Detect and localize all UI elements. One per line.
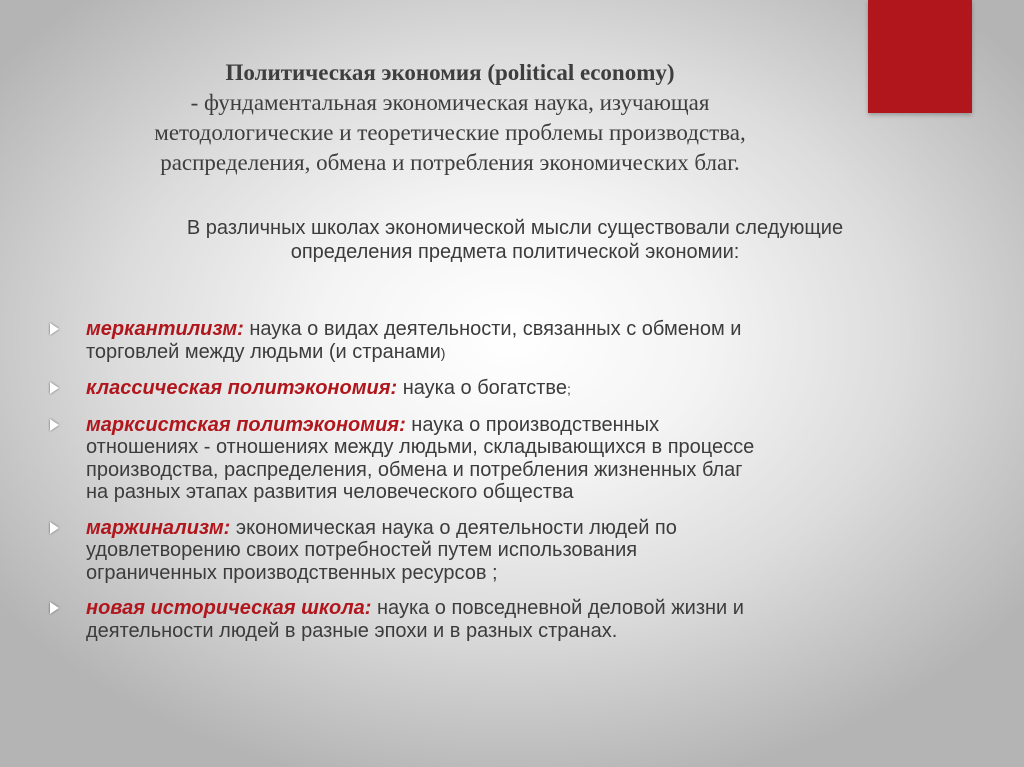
triangle-bullet-icon	[50, 382, 59, 394]
list-item-marginalism	[46, 517, 976, 585]
triangle-bullet-icon	[50, 419, 59, 431]
school-definition: наука о повседневной деловой жизни и	[371, 597, 744, 619]
intro-line-2: определения предмета политической экономии:	[290, 241, 740, 263]
school-definition-cont: деятельности людей в разные эпохи и в разных странах.	[86, 619, 618, 642]
triangle-bullet-icon	[50, 602, 59, 614]
list-item-classical	[46, 377, 976, 401]
school-definition: наука о богатстве	[397, 377, 567, 399]
school-term: марксистская политэкономия:	[86, 413, 406, 436]
schools-list	[46, 318, 976, 655]
school-definition-cont: отношениях - отношениях между людьми, складывающихся в процессе	[86, 436, 755, 458]
school-definition: наука о видах деятельности, связанных с обменом и	[243, 318, 742, 340]
heading-line-3: распределения, обмена и потребления экономических благ.	[160, 150, 740, 175]
school-term: новая историческая школа:	[86, 597, 372, 619]
list-item-new-historical-school	[46, 597, 976, 642]
school-term: меркантилизм:	[86, 318, 244, 340]
triangle-bullet-icon	[50, 323, 59, 335]
heading-line-1: - фундаментальная экономическая наука, изучающая	[190, 90, 710, 115]
triangle-bullet-icon	[50, 522, 59, 534]
item-tail: )	[440, 344, 446, 361]
school-definition-cont: на разных этапах развития человеческого общества	[86, 481, 574, 503]
school-term: маржинализм:	[86, 516, 231, 539]
school-definition-cont: производства, распределения, обмена и потребления жизненных благ	[86, 458, 743, 481]
school-definition: экономическая наука о деятельности людей по	[230, 516, 677, 539]
heading-line-2: методологические и теоретические проблемы производства,	[154, 120, 746, 145]
intro-line-1: В различных школах экономической мысли существовали следующие	[186, 217, 844, 239]
school-definition-cont: торговлей между людьми (и странами	[86, 340, 441, 363]
definition-heading	[60, 58, 840, 178]
red-accent-bar	[868, 0, 972, 113]
list-item-marxist	[46, 414, 976, 504]
school-definition-cont: ограниченных производственных ресурсов ;	[86, 561, 498, 584]
school-definition-cont: удовлетворению своих потребностей путем использования	[86, 539, 638, 561]
heading-term: Политическая экономия (political economy)	[225, 60, 675, 85]
list-item-mercantilism	[46, 318, 976, 364]
school-definition: наука о производственных	[405, 413, 660, 436]
item-tail: ;	[566, 381, 571, 397]
school-term: классическая политэкономия:	[86, 377, 398, 399]
intro-paragraph	[60, 216, 970, 264]
